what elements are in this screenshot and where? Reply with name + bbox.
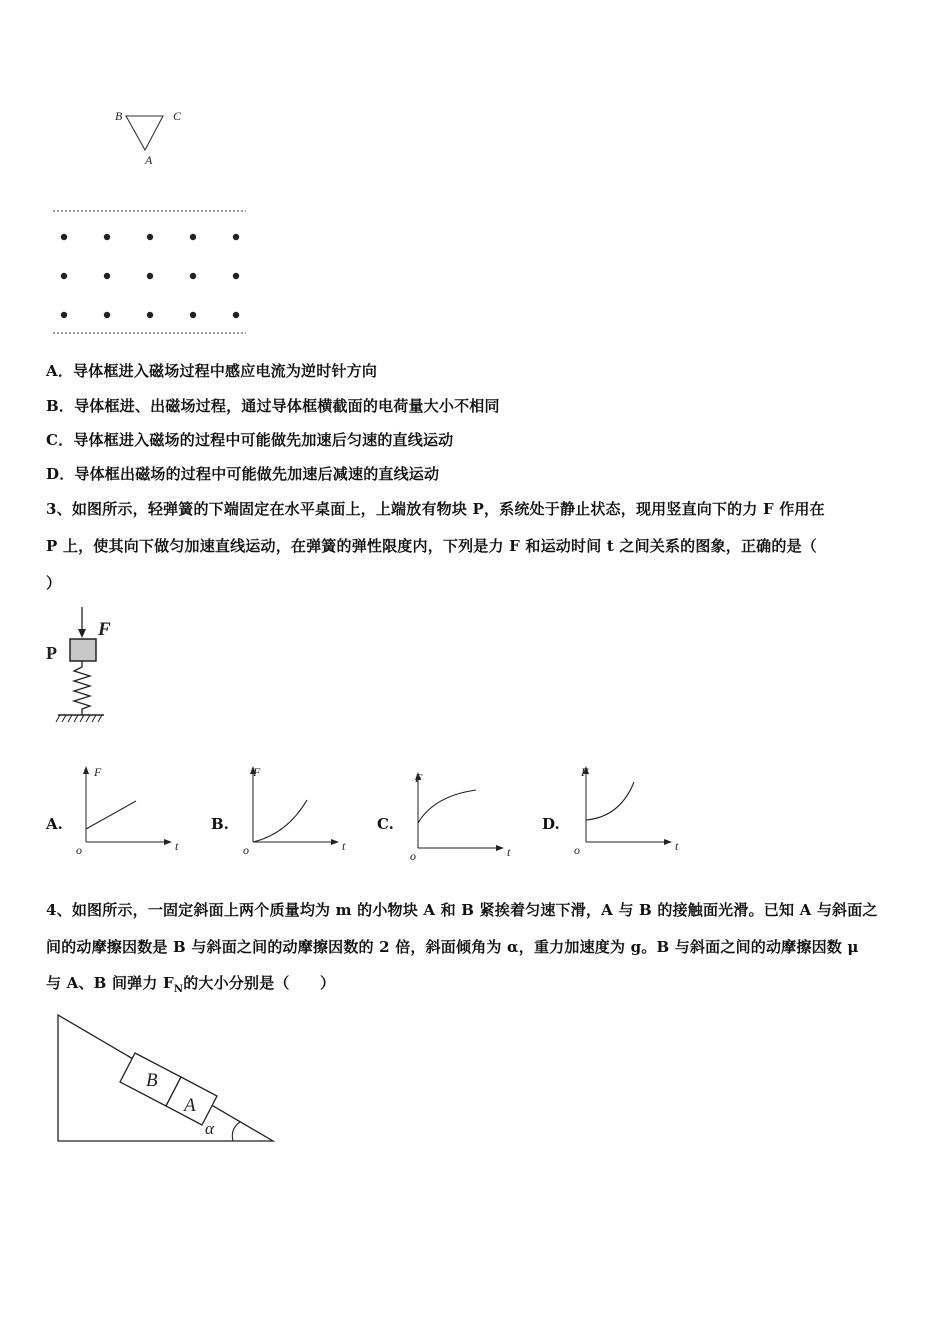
y-axis-label: F (94, 765, 102, 779)
y-axis-label: F (581, 765, 589, 779)
x-axis-label: t (507, 845, 511, 859)
ground-hatch (56, 715, 102, 722)
field-dots (61, 234, 239, 318)
q3-stem-line-1: 3、如图所示，轻弹簧的下端固定在水平桌面上，上端放有物块 P，系统处于静止状态，现用竖直向下的力 F 作用在 (46, 500, 825, 518)
x-axis-arrow (664, 839, 672, 845)
f-t-curve (86, 801, 136, 829)
q3-graph-c-option: C. (377, 815, 394, 833)
triangle-figure (105, 105, 195, 170)
q3-stem-line-3: ） (46, 574, 62, 592)
q3-graph-c (404, 768, 516, 864)
spring-block-figure (42, 605, 122, 730)
q4-stem-text-end: 的大小分别是（ ） (183, 974, 336, 992)
f-t-curve (418, 790, 476, 823)
x-axis-label: t (175, 839, 179, 853)
x-axis-arrow (164, 839, 172, 845)
q3-graph-d-option: D. (542, 815, 560, 833)
block-b-label: B (146, 1070, 158, 1091)
q2-option-d: D．导体框出磁场的过程中可能做先加速后减速的直线运动 (46, 465, 440, 483)
q4-stem-text-start: 与 A、B 间弹力 F (46, 974, 174, 992)
origin-label: o (243, 843, 249, 857)
q3-graph-a (72, 762, 184, 858)
normal-force-subscript: N (173, 984, 184, 995)
q2-option-a: A．导体框进入磁场过程中感应电流为逆时针方向 (46, 362, 378, 380)
vertex-a-label: A (145, 153, 153, 167)
origin-label: o (410, 849, 416, 863)
q4-stem-line-3 (46, 972, 335, 995)
vertex-c-label: C (173, 109, 182, 123)
f-t-curve (586, 782, 634, 820)
q2-option-b: B．导体框进、出磁场过程，通过导体框横截面的电荷量大小不相同 (46, 397, 500, 415)
q2-option-c: C．导体框进入磁场的过程中可能做先加速后匀速的直线运动 (46, 431, 454, 449)
y-axis-label: F (253, 765, 261, 779)
origin-label: o (574, 843, 580, 857)
x-axis-arrow (496, 845, 504, 851)
spring (74, 661, 90, 715)
f-t-curve (253, 800, 307, 842)
q3-graph-b (239, 762, 351, 858)
q3-graph-d (572, 762, 684, 858)
y-axis-label: F (415, 771, 423, 785)
vertex-b-label: B (115, 109, 123, 123)
block-a-label: A (184, 1095, 196, 1116)
x-axis-label: t (342, 839, 346, 853)
q3-stem-line-2: P 上，使其向下做匀加速直线运动，在弹簧的弹性限度内，下列是力 F 和运动时间 t 之间关系的图象，正确的是（ (46, 537, 817, 555)
angle-arc (232, 1122, 240, 1141)
x-axis-arrow (331, 839, 339, 845)
force-label: F (98, 619, 111, 640)
q4-stem-line-2: 间的动摩擦因数是 B 与斜面之间的动摩擦因数的 2 倍，斜面倾角为 α，重力加速度为 g。B 与斜面之间的动摩擦因数 μ (46, 938, 859, 956)
block-p-label: P (46, 643, 57, 663)
y-axis-arrow (83, 766, 89, 774)
x-axis-label: t (675, 839, 679, 853)
origin-label: o (76, 843, 82, 857)
q3-graph-a-option: A. (46, 815, 63, 833)
block-p (70, 639, 96, 661)
q3-graph-b-option: B. (211, 815, 229, 833)
magnetic-field-figure (50, 205, 250, 340)
triangle-frame (126, 116, 163, 150)
incline-figure (50, 1005, 285, 1150)
force-arrowhead (78, 629, 86, 638)
q4-stem-line-1: 4、如图所示，一固定斜面上两个质量均为 m 的小物块 A 和 B 紧挨着匀速下滑，A 与 B 的接触面光滑。已知 A 与斜面之 (46, 901, 878, 919)
angle-label: α (205, 1119, 214, 1138)
